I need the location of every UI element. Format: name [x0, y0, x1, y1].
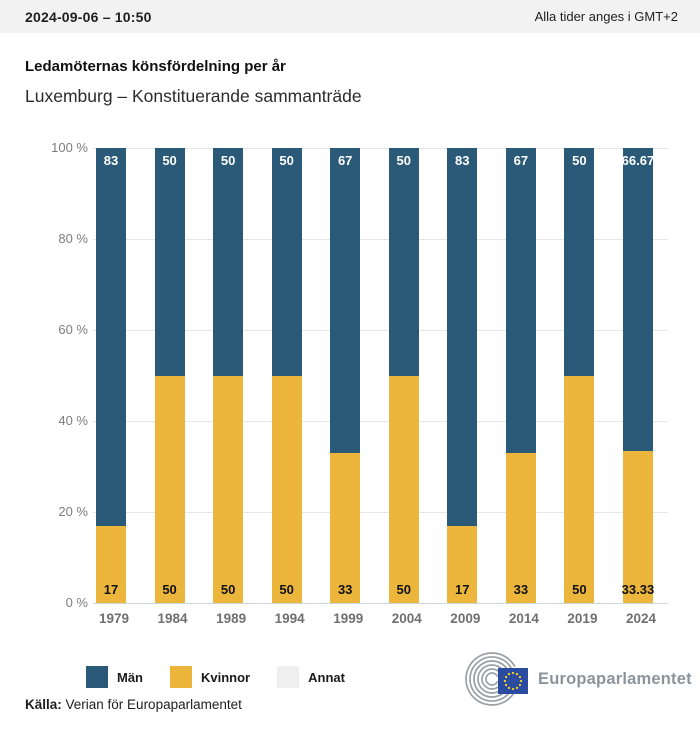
bar-value-men: 50: [279, 153, 294, 168]
bar-segment-men: [506, 148, 536, 453]
bar-value-men: 50: [396, 153, 411, 168]
bar-value-women: 17: [455, 582, 470, 597]
bar-segment-women: [272, 376, 302, 604]
gridline-0: [93, 603, 668, 604]
bar-value-men: 50: [220, 153, 236, 168]
hemicycle-eu-flag-icon: [460, 651, 530, 707]
bar-value-men: 67: [337, 153, 353, 168]
source-text: Verian för Europaparlamentet: [61, 697, 242, 712]
y-tick-label: 0 %: [65, 595, 88, 610]
bar-1989: [213, 148, 243, 603]
y-tick-label: 40 %: [58, 413, 88, 428]
x-tick-label-2024: 2024: [625, 611, 657, 626]
bar-value-men: 67: [513, 153, 529, 168]
bar-value-women: 17: [103, 582, 119, 597]
bar-segment-men: [272, 148, 302, 376]
x-tick-label-1994: 1994: [274, 611, 305, 626]
bar-value-women: 50: [279, 582, 294, 597]
legend-label: Annat: [308, 669, 345, 685]
bar-segment-men: [96, 148, 126, 526]
bar-segment-men: [564, 148, 594, 376]
y-tick-label: 100 %: [51, 140, 88, 155]
legend: [86, 666, 345, 688]
bar-1994: [272, 148, 302, 603]
bar-segment-women: [389, 376, 419, 604]
y-tick-label: 60 %: [58, 322, 88, 337]
bar-value-men: 83: [455, 153, 470, 168]
bar-value-women: 50: [396, 582, 411, 597]
legend-item-annat: [277, 666, 345, 688]
bar-value-women: 50: [220, 582, 236, 597]
bar-value-men: 50: [162, 153, 177, 168]
legend-item-kvinnor: [170, 666, 250, 688]
x-tick-label-1989: 1989: [216, 611, 247, 626]
bar-segment-women: [213, 376, 243, 604]
bar-segment-women: [155, 376, 185, 604]
timestamp: 2024-09-06 – 10:50: [25, 8, 152, 25]
x-tick-label-2009: 2009: [450, 611, 481, 626]
european-parliament-logo: [460, 651, 692, 707]
x-tick-label-2004: 2004: [391, 611, 422, 626]
bar-2024: [623, 148, 653, 603]
logo-text: Europaparlamentet: [538, 669, 692, 688]
bar-value-men: 50: [572, 153, 587, 168]
y-tick-label: 80 %: [58, 231, 88, 246]
bar-segment-men: [330, 148, 360, 453]
timezone-note: Alla tider anges i GMT+2: [534, 9, 678, 24]
bar-segment-men: [389, 148, 419, 376]
bar-segment-men: [623, 148, 653, 451]
bar-segment-women: [330, 453, 360, 603]
source-label: Källa:: [25, 697, 62, 712]
x-tick-label-1999: 1999: [333, 611, 364, 626]
bar-segment-men: [155, 148, 185, 376]
bar-value-women: 50: [572, 582, 587, 597]
bar-value-women: 33.33: [621, 582, 655, 597]
x-tick-label-1984: 1984: [157, 611, 188, 626]
bar-1984: [155, 148, 185, 603]
page-subtitle: Luxemburg – Konstituerande sammanträde: [25, 86, 362, 106]
bar-segment-women: [564, 376, 594, 604]
x-tick-label-1979: 1979: [98, 611, 130, 626]
bar-1979: [96, 148, 126, 603]
bar-value-men: 66.67: [621, 153, 655, 168]
legend-label: Kvinnor: [201, 669, 251, 685]
source-note: [25, 697, 242, 712]
legend-swatch-kvinnor: [170, 666, 192, 688]
legend-swatch-män: [86, 666, 108, 688]
bar-segment-women: [623, 451, 653, 603]
bar-segment-men: [447, 148, 477, 526]
legend-item-män: [86, 666, 143, 688]
bar-value-women: 33: [337, 582, 353, 597]
x-tick-label-2014: 2014: [508, 611, 539, 626]
y-tick-label: 20 %: [58, 504, 88, 519]
x-tick-label-2019: 2019: [567, 611, 598, 626]
bar-2019: [564, 148, 594, 603]
bar-segment-women: [506, 453, 536, 603]
bar-segment-men: [213, 148, 243, 376]
bar-value-men: 83: [103, 153, 119, 168]
bar-1999: [330, 148, 360, 603]
legend-swatch-annat: [277, 666, 299, 688]
bar-value-women: 50: [162, 582, 177, 597]
bars-layer: [93, 148, 653, 603]
legend-label: Män: [117, 669, 143, 685]
bar-value-women: 33: [513, 582, 529, 597]
bar-2004: [389, 148, 419, 603]
bar-2014: [506, 148, 536, 603]
page-title: Ledamöternas könsfördelning per år: [25, 58, 286, 75]
bar-2009: [447, 148, 477, 603]
